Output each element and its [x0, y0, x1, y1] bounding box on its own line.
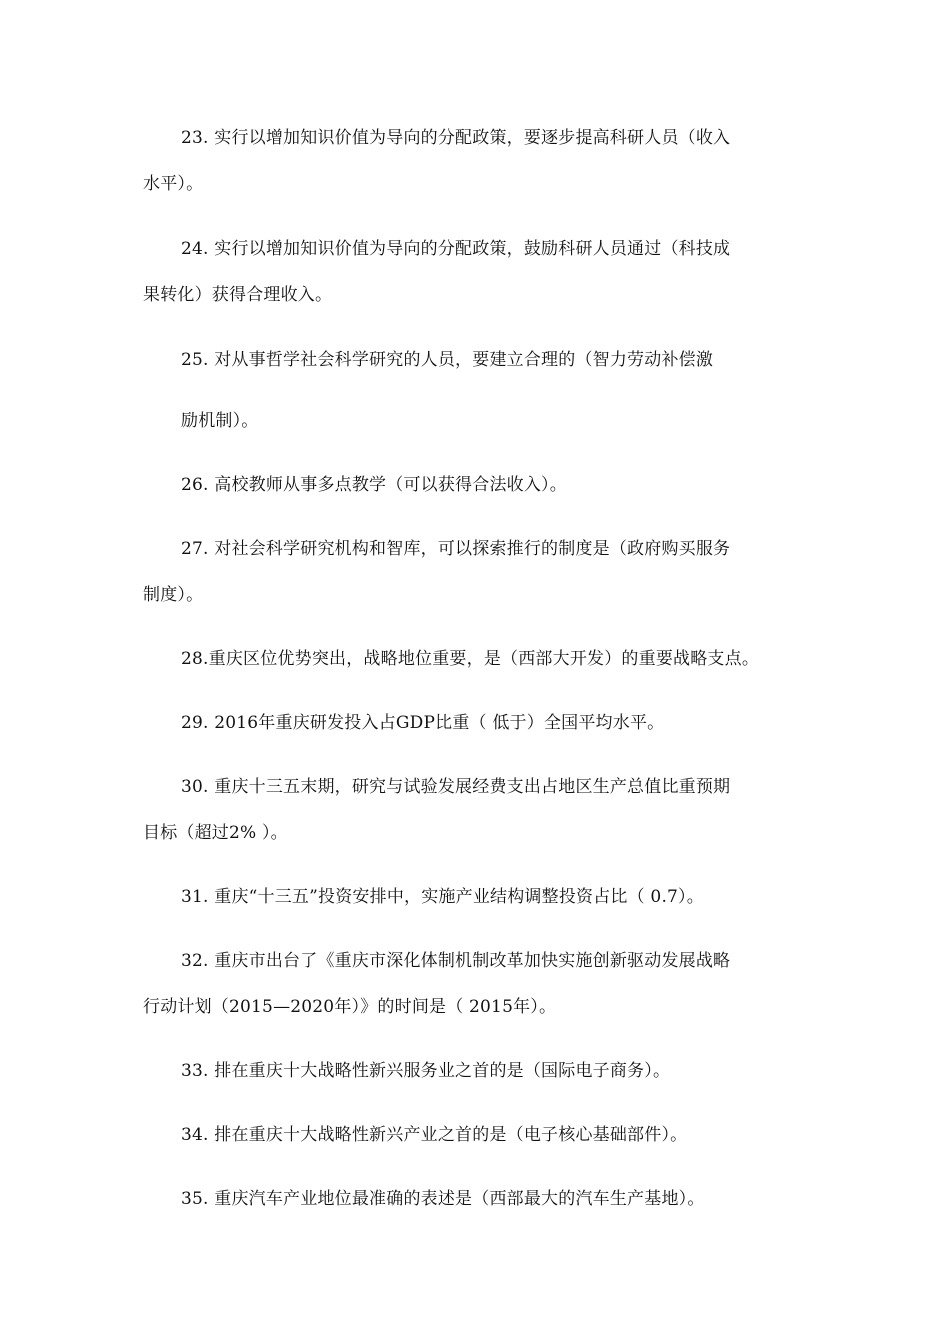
- item-23-line-2: 水平）。: [143, 174, 204, 194]
- item-31-line-1: 31. 重庆“十三五”投资安排中，实施产业结构调整投资占比（ 0.7）。: [181, 887, 704, 907]
- item-30-line-2: 目标（超过2% ）。: [143, 823, 288, 843]
- item-27-line-2: 制度）。: [143, 585, 204, 605]
- item-25-line-2: 励机制）。: [181, 411, 259, 431]
- item-28-line-1: 28.重庆区位优势突出，战略地位重要，是（西部大开发）的重要战略支点。: [181, 649, 760, 669]
- item-34-line-1: 34. 排在重庆十大战略性新兴产业之首的是（电子核心基础部件）。: [181, 1125, 688, 1145]
- item-33-line-1: 33. 排在重庆十大战略性新兴服务业之首的是（国际电子商务）。: [181, 1061, 671, 1081]
- item-27-line-1: 27. 对社会科学研究机构和智库，可以探索推行的制度是（政府购买服务: [181, 539, 731, 559]
- item-25-line-1: 25. 对从事哲学社会科学研究的人员，要建立合理的（智力劳动补偿激: [181, 350, 714, 370]
- item-24-line-1: 24. 实行以增加知识价值为导向的分配政策，鼓励科研人员通过（科技成: [181, 239, 731, 259]
- item-30-line-1: 30. 重庆十三五末期，研究与试验发展经费支出占地区生产总值比重预期: [181, 777, 731, 797]
- item-35-line-1: 35. 重庆汽车产业地位最准确的表述是（西部最大的汽车生产基地）。: [181, 1189, 705, 1209]
- item-24-line-2: 果转化）获得合理收入。: [143, 285, 333, 305]
- item-26-line-1: 26. 高校教师从事多点教学（可以获得合法收入）。: [181, 475, 567, 495]
- item-32-line-2: 行动计划（2015—2020年）》的时间是（ 2015年）。: [143, 997, 557, 1017]
- item-23-line-1: 23. 实行以增加知识价值为导向的分配政策，要逐步提高科研人员（收入: [181, 128, 731, 148]
- item-29-line-1: 29. 2016年重庆研发投入占GDP比重（ 低于）全国平均水平。: [181, 713, 665, 733]
- item-32-line-1: 32. 重庆市出台了《重庆市深化体制机制改革加快实施创新驱动发展战略: [181, 951, 731, 971]
